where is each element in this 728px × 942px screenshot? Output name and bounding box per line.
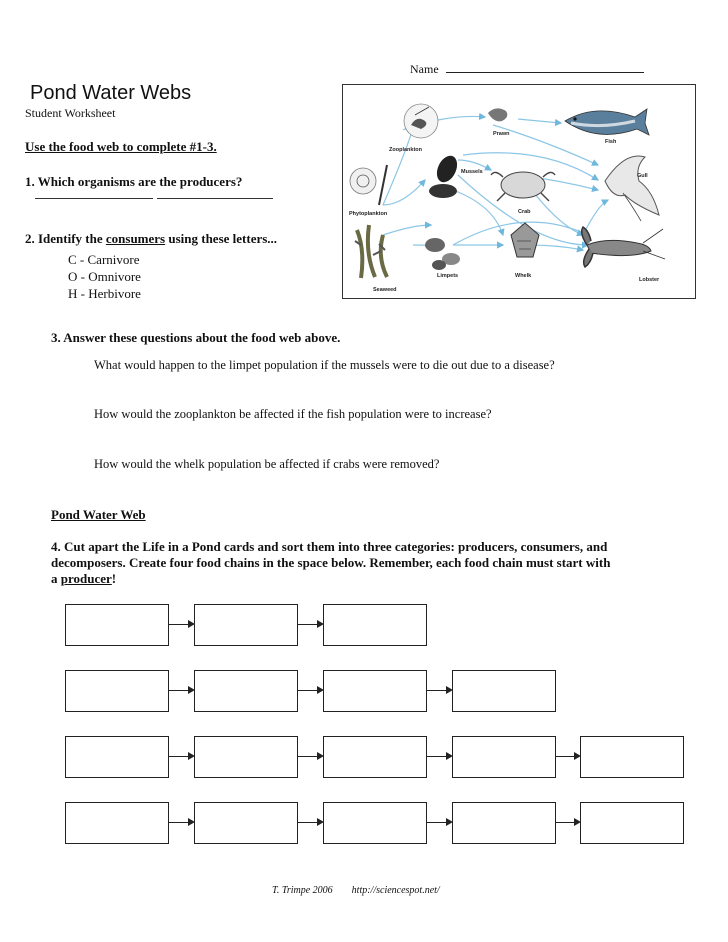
chain-box[interactable] — [323, 604, 427, 646]
svg-text:Fish: Fish — [605, 139, 617, 145]
name-blank[interactable] — [446, 72, 644, 73]
svg-text:Whelk: Whelk — [515, 273, 532, 279]
svg-text:Zooplankton: Zooplankton — [389, 147, 422, 153]
svg-text:Crab: Crab — [518, 209, 531, 215]
chain-arrow — [427, 822, 451, 823]
chain-box[interactable] — [323, 802, 427, 844]
chain-box[interactable] — [65, 736, 169, 778]
phytoplankton-icon — [350, 165, 387, 205]
option-herbivore: H - Herbivore — [68, 286, 141, 301]
chain-box[interactable] — [65, 802, 169, 844]
svg-text:Seaweed: Seaweed — [373, 287, 397, 293]
svg-text:Phytoplankton: Phytoplankton — [349, 211, 388, 217]
chain-box[interactable] — [65, 604, 169, 646]
svg-text:Gull: Gull — [637, 173, 648, 179]
chain-box[interactable] — [65, 670, 169, 712]
chain-arrow — [298, 822, 322, 823]
zooplankton-icon — [404, 104, 438, 138]
chain-arrow — [169, 690, 193, 691]
chain-arrow — [169, 822, 193, 823]
prawn-icon — [488, 108, 507, 121]
chain-box[interactable] — [452, 670, 556, 712]
chain-box[interactable] — [452, 802, 556, 844]
chain-box[interactable] — [194, 736, 298, 778]
chain-arrow — [298, 690, 322, 691]
food-web-diagram — [342, 84, 696, 299]
chain-box[interactable] — [194, 802, 298, 844]
lobster-icon — [582, 227, 665, 267]
chain-arrow — [169, 624, 193, 625]
svg-text:Mussels: Mussels — [461, 169, 483, 175]
chain-arrow — [427, 690, 451, 691]
chain-box[interactable] — [452, 736, 556, 778]
footer — [272, 885, 440, 897]
section-title: Pond Water Web — [51, 507, 146, 522]
chain-arrow — [556, 822, 579, 823]
chain-box[interactable] — [580, 802, 684, 844]
question-3c: How would the whelk population be affected if crabs were removed? — [94, 457, 440, 471]
svg-text:Limpets: Limpets — [437, 273, 459, 279]
question-2: 2. Identify the consumers using these letters... — [25, 231, 278, 246]
chain-arrow — [298, 624, 322, 625]
option-carnivore: C - Carnivore — [68, 252, 140, 267]
mussels-icon — [429, 153, 461, 198]
whelk-icon — [511, 223, 539, 257]
chain-box[interactable] — [194, 604, 298, 646]
instruction-heading: Use the food web to complete #1-3. — [25, 139, 217, 154]
name-label: Name — [410, 62, 439, 76]
question-3: 3. Answer these questions about the food web above. — [51, 330, 341, 345]
name-field[interactable] — [410, 62, 644, 76]
page-title: Pond Water Webs — [30, 82, 192, 104]
chain-box[interactable] — [323, 670, 427, 712]
question-3a: What would happen to the limpet population if the mussels were to die out due to a disease? — [94, 358, 555, 372]
chain-arrow — [169, 756, 193, 757]
footer-url[interactable]: http://sciencespot.net/ — [351, 885, 440, 896]
svg-text:Prawn: Prawn — [493, 131, 510, 137]
fish-icon — [565, 109, 649, 135]
question-4: 4. Cut apart the Life in a Pond cards and sort them into three categories: producers, consumers, and decomposers. Create four food chains in the space below. Remember, each food chain must start with a producer! — [51, 539, 611, 586]
seaweed-icon — [355, 225, 387, 278]
q1-answer-blank-2[interactable] — [157, 198, 273, 199]
chain-arrow — [298, 756, 322, 757]
chain-box[interactable] — [194, 670, 298, 712]
question-3b: How would the zooplankton be affected if the fish population were to increase? — [94, 407, 492, 421]
chain-box[interactable] — [323, 736, 427, 778]
svg-text:Lobster: Lobster — [639, 277, 660, 283]
page-subtitle: Student Worksheet — [25, 106, 116, 120]
limpets-icon — [425, 238, 460, 270]
option-omnivore: O - Omnivore — [68, 269, 141, 284]
q1-answer-blank-1[interactable] — [35, 198, 153, 199]
gull-icon — [605, 156, 659, 221]
crab-icon — [491, 172, 555, 201]
chain-arrow — [427, 756, 451, 757]
footer-author: T. Trimpe 2006 — [272, 885, 333, 896]
chain-box[interactable] — [580, 736, 684, 778]
question-1: 1. Which organisms are the producers? — [25, 174, 243, 189]
chain-arrow — [556, 756, 579, 757]
